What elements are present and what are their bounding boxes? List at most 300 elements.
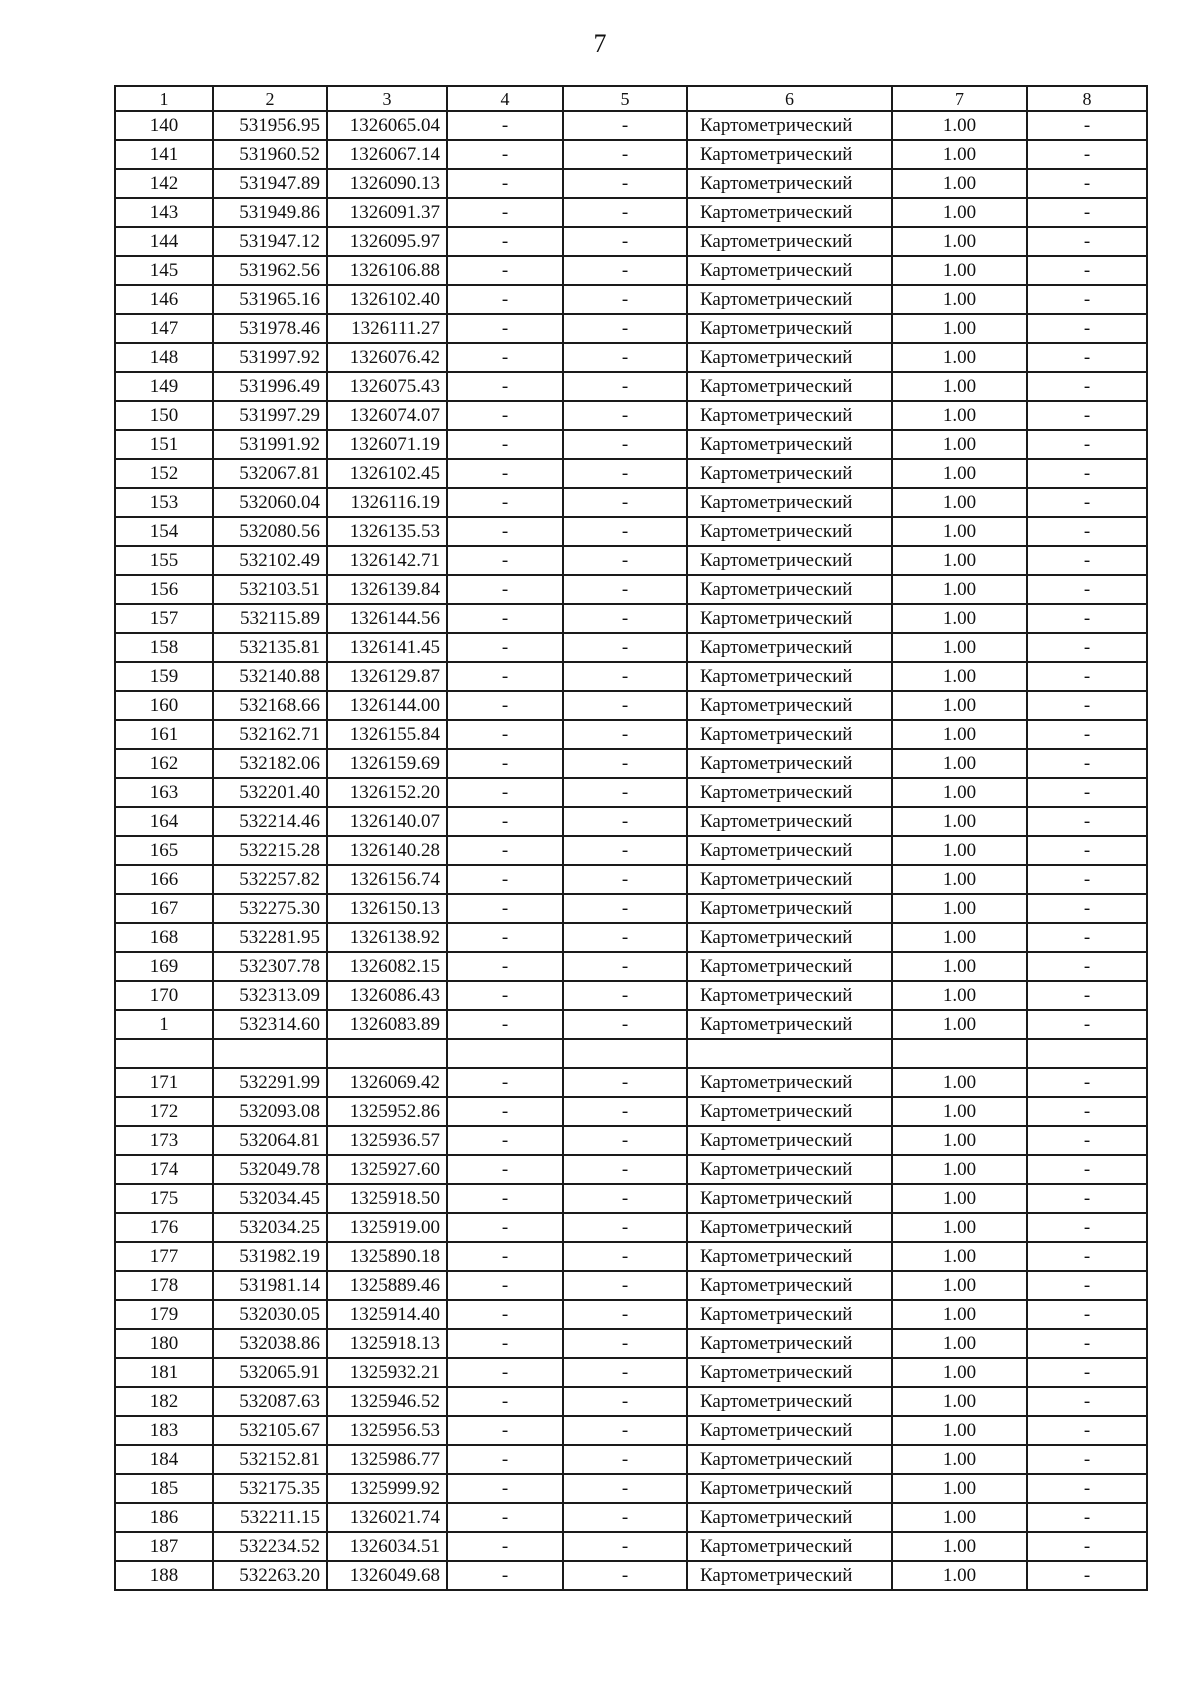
column-5-cell: -	[563, 372, 687, 401]
column-8-cell: -	[1027, 1184, 1147, 1213]
x-coordinate-cell: 532201.40	[213, 778, 327, 807]
point-number-cell: 186	[115, 1503, 213, 1532]
x-coordinate-cell: 532049.78	[213, 1155, 327, 1184]
column-8-cell: -	[1027, 836, 1147, 865]
y-coordinate-cell: 1326049.68	[327, 1561, 447, 1590]
x-coordinate-cell	[213, 1039, 327, 1068]
y-coordinate-cell: 1325952.86	[327, 1097, 447, 1126]
point-number-cell: 155	[115, 546, 213, 575]
x-coordinate-cell: 532067.81	[213, 459, 327, 488]
accuracy-cell: 1.00	[892, 1184, 1027, 1213]
method-cell: Картометрический	[687, 1474, 892, 1503]
column-4-cell: -	[447, 778, 563, 807]
x-coordinate-cell: 532093.08	[213, 1097, 327, 1126]
column-4-cell: -	[447, 1155, 563, 1184]
column-8-cell: -	[1027, 430, 1147, 459]
accuracy-cell: 1.00	[892, 111, 1027, 140]
column-5-cell: -	[563, 633, 687, 662]
table-header-row	[115, 86, 1147, 111]
column-header: 2	[213, 86, 327, 111]
method-cell: Картометрический	[687, 1358, 892, 1387]
x-coordinate-cell: 532214.46	[213, 807, 327, 836]
table-row	[115, 1561, 1147, 1590]
method-cell: Картометрический	[687, 1010, 892, 1039]
method-cell: Картометрический	[687, 401, 892, 430]
point-number-cell: 167	[115, 894, 213, 923]
column-8-cell: -	[1027, 720, 1147, 749]
column-4-cell	[447, 1039, 563, 1068]
method-cell: Картометрический	[687, 546, 892, 575]
x-coordinate-cell: 532030.05	[213, 1300, 327, 1329]
column-5-cell: -	[563, 517, 687, 546]
x-coordinate-cell: 532152.81	[213, 1445, 327, 1474]
y-coordinate-cell: 1326076.42	[327, 343, 447, 372]
column-5-cell: -	[563, 749, 687, 778]
method-cell: Картометрический	[687, 1387, 892, 1416]
accuracy-cell: 1.00	[892, 604, 1027, 633]
column-4-cell: -	[447, 517, 563, 546]
y-coordinate-cell	[327, 1039, 447, 1068]
column-5-cell: -	[563, 1213, 687, 1242]
method-cell	[687, 1039, 892, 1068]
x-coordinate-cell: 532314.60	[213, 1010, 327, 1039]
table-row	[115, 459, 1147, 488]
accuracy-cell: 1.00	[892, 1329, 1027, 1358]
column-4-cell: -	[447, 1213, 563, 1242]
column-header: 3	[327, 86, 447, 111]
table-row	[115, 1039, 1147, 1068]
accuracy-cell: 1.00	[892, 198, 1027, 227]
accuracy-cell: 1.00	[892, 923, 1027, 952]
column-5-cell: -	[563, 778, 687, 807]
method-cell: Картометрический	[687, 865, 892, 894]
method-cell: Картометрический	[687, 488, 892, 517]
column-4-cell: -	[447, 981, 563, 1010]
column-8-cell: -	[1027, 1155, 1147, 1184]
table-row	[115, 372, 1147, 401]
y-coordinate-cell: 1325936.57	[327, 1126, 447, 1155]
column-4-cell: -	[447, 1445, 563, 1474]
column-4-cell: -	[447, 256, 563, 285]
column-4-cell: -	[447, 1300, 563, 1329]
method-cell: Картометрический	[687, 952, 892, 981]
column-4-cell: -	[447, 111, 563, 140]
accuracy-cell: 1.00	[892, 372, 1027, 401]
point-number-cell: 187	[115, 1532, 213, 1561]
column-8-cell: -	[1027, 952, 1147, 981]
x-coordinate-cell: 532215.28	[213, 836, 327, 865]
x-coordinate-cell: 532234.52	[213, 1532, 327, 1561]
y-coordinate-cell: 1326071.19	[327, 430, 447, 459]
point-number-cell: 170	[115, 981, 213, 1010]
column-5-cell: -	[563, 894, 687, 923]
column-8-cell: -	[1027, 1097, 1147, 1126]
x-coordinate-cell: 532038.86	[213, 1329, 327, 1358]
table-row	[115, 604, 1147, 633]
y-coordinate-cell: 1326129.87	[327, 662, 447, 691]
y-coordinate-cell: 1326150.13	[327, 894, 447, 923]
table-row	[115, 1068, 1147, 1097]
method-cell: Картометрический	[687, 720, 892, 749]
x-coordinate-cell: 531981.14	[213, 1271, 327, 1300]
accuracy-cell: 1.00	[892, 807, 1027, 836]
column-8-cell: -	[1027, 1503, 1147, 1532]
point-number-cell: 157	[115, 604, 213, 633]
column-5-cell: -	[563, 691, 687, 720]
table-row	[115, 1155, 1147, 1184]
column-4-cell: -	[447, 1561, 563, 1590]
table-row	[115, 343, 1147, 372]
y-coordinate-cell: 1326140.07	[327, 807, 447, 836]
column-5-cell: -	[563, 1010, 687, 1039]
column-4-cell: -	[447, 807, 563, 836]
table-row	[115, 1387, 1147, 1416]
table-row	[115, 227, 1147, 256]
table-row	[115, 111, 1147, 140]
point-number-cell: 148	[115, 343, 213, 372]
column-8-cell: -	[1027, 691, 1147, 720]
x-coordinate-cell: 532060.04	[213, 488, 327, 517]
point-number-cell: 176	[115, 1213, 213, 1242]
column-8-cell: -	[1027, 1561, 1147, 1590]
y-coordinate-cell: 1325890.18	[327, 1242, 447, 1271]
column-4-cell: -	[447, 488, 563, 517]
column-8-cell: -	[1027, 981, 1147, 1010]
y-coordinate-cell: 1326065.04	[327, 111, 447, 140]
table-row	[115, 749, 1147, 778]
y-coordinate-cell: 1326083.89	[327, 1010, 447, 1039]
column-8-cell: -	[1027, 227, 1147, 256]
x-coordinate-cell: 531960.52	[213, 140, 327, 169]
column-5-cell: -	[563, 981, 687, 1010]
y-coordinate-cell: 1326144.56	[327, 604, 447, 633]
accuracy-cell: 1.00	[892, 1358, 1027, 1387]
y-coordinate-cell: 1326095.97	[327, 227, 447, 256]
method-cell: Картометрический	[687, 372, 892, 401]
column-4-cell: -	[447, 1416, 563, 1445]
x-coordinate-cell: 532140.88	[213, 662, 327, 691]
y-coordinate-cell: 1326155.84	[327, 720, 447, 749]
table-row	[115, 923, 1147, 952]
point-number-cell: 156	[115, 575, 213, 604]
column-5-cell: -	[563, 1271, 687, 1300]
accuracy-cell: 1.00	[892, 749, 1027, 778]
point-number-cell: 175	[115, 1184, 213, 1213]
point-number-cell: 154	[115, 517, 213, 546]
x-coordinate-cell: 532080.56	[213, 517, 327, 546]
x-coordinate-cell: 532135.81	[213, 633, 327, 662]
column-8-cell: -	[1027, 1358, 1147, 1387]
y-coordinate-cell: 1326086.43	[327, 981, 447, 1010]
accuracy-cell: 1.00	[892, 1300, 1027, 1329]
accuracy-cell: 1.00	[892, 1010, 1027, 1039]
column-4-cell: -	[447, 1126, 563, 1155]
column-5-cell: -	[563, 314, 687, 343]
column-4-cell: -	[447, 865, 563, 894]
column-5-cell: -	[563, 488, 687, 517]
table-row	[115, 720, 1147, 749]
y-coordinate-cell: 1326141.45	[327, 633, 447, 662]
column-8-cell: -	[1027, 198, 1147, 227]
column-4-cell: -	[447, 662, 563, 691]
y-coordinate-cell: 1326159.69	[327, 749, 447, 778]
method-cell: Картометрический	[687, 1503, 892, 1532]
x-coordinate-cell: 532307.78	[213, 952, 327, 981]
table-body	[115, 111, 1147, 1590]
column-8-cell: -	[1027, 1213, 1147, 1242]
column-8-cell: -	[1027, 1532, 1147, 1561]
accuracy-cell: 1.00	[892, 691, 1027, 720]
column-5-cell: -	[563, 1126, 687, 1155]
method-cell: Картометрический	[687, 894, 892, 923]
y-coordinate-cell: 1325999.92	[327, 1474, 447, 1503]
table-row	[115, 1329, 1147, 1358]
point-number-cell: 181	[115, 1358, 213, 1387]
column-4-cell: -	[447, 227, 563, 256]
table-row	[115, 1445, 1147, 1474]
point-number-cell: 174	[115, 1155, 213, 1184]
x-coordinate-cell: 532064.81	[213, 1126, 327, 1155]
y-coordinate-cell: 1325914.40	[327, 1300, 447, 1329]
column-5-cell: -	[563, 169, 687, 198]
column-4-cell: -	[447, 952, 563, 981]
point-number-cell: 172	[115, 1097, 213, 1126]
y-coordinate-cell: 1326152.20	[327, 778, 447, 807]
y-coordinate-cell: 1326067.14	[327, 140, 447, 169]
column-8-cell: -	[1027, 894, 1147, 923]
column-4-cell: -	[447, 1387, 563, 1416]
column-4-cell: -	[447, 894, 563, 923]
point-number-cell: 179	[115, 1300, 213, 1329]
x-coordinate-cell: 532263.20	[213, 1561, 327, 1590]
column-4-cell: -	[447, 343, 563, 372]
point-number-cell: 166	[115, 865, 213, 894]
x-coordinate-cell: 531949.86	[213, 198, 327, 227]
point-number-cell: 178	[115, 1271, 213, 1300]
column-8-cell: -	[1027, 314, 1147, 343]
x-coordinate-cell: 532103.51	[213, 575, 327, 604]
column-8-cell: -	[1027, 865, 1147, 894]
page-number: 7	[593, 29, 607, 58]
method-cell: Картометрический	[687, 1097, 892, 1126]
method-cell: Картометрический	[687, 923, 892, 952]
column-8-cell: -	[1027, 1271, 1147, 1300]
x-coordinate-cell: 532115.89	[213, 604, 327, 633]
x-coordinate-cell: 531965.16	[213, 285, 327, 314]
accuracy-cell: 1.00	[892, 720, 1027, 749]
y-coordinate-cell: 1326138.92	[327, 923, 447, 952]
point-number-cell: 188	[115, 1561, 213, 1590]
method-cell: Картометрический	[687, 1329, 892, 1358]
column-5-cell: -	[563, 1358, 687, 1387]
method-cell: Картометрический	[687, 778, 892, 807]
y-coordinate-cell: 1325918.50	[327, 1184, 447, 1213]
table-row	[115, 285, 1147, 314]
accuracy-cell: 1.00	[892, 1213, 1027, 1242]
method-cell: Картометрический	[687, 604, 892, 633]
column-5-cell: -	[563, 1329, 687, 1358]
accuracy-cell: 1.00	[892, 1474, 1027, 1503]
y-coordinate-cell: 1326069.42	[327, 1068, 447, 1097]
point-number-cell: 185	[115, 1474, 213, 1503]
y-coordinate-cell: 1326156.74	[327, 865, 447, 894]
x-coordinate-cell: 531947.12	[213, 227, 327, 256]
column-8-cell: -	[1027, 285, 1147, 314]
accuracy-cell: 1.00	[892, 836, 1027, 865]
column-4-cell: -	[447, 633, 563, 662]
column-header: 5	[563, 86, 687, 111]
column-5-cell: -	[563, 1416, 687, 1445]
y-coordinate-cell: 1326106.88	[327, 256, 447, 285]
column-4-cell: -	[447, 1358, 563, 1387]
x-coordinate-cell: 532281.95	[213, 923, 327, 952]
column-8-cell: -	[1027, 1416, 1147, 1445]
point-number-cell: 147	[115, 314, 213, 343]
method-cell: Картометрический	[687, 749, 892, 778]
table-row	[115, 1242, 1147, 1271]
y-coordinate-cell: 1325918.13	[327, 1329, 447, 1358]
method-cell: Картометрический	[687, 430, 892, 459]
column-5-cell: -	[563, 720, 687, 749]
x-coordinate-cell: 532257.82	[213, 865, 327, 894]
table-row	[115, 1474, 1147, 1503]
point-number-cell: 158	[115, 633, 213, 662]
column-4-cell: -	[447, 923, 563, 952]
column-5-cell: -	[563, 1561, 687, 1590]
point-number-cell	[115, 1039, 213, 1068]
column-header: 6	[687, 86, 892, 111]
x-coordinate-cell: 532105.67	[213, 1416, 327, 1445]
y-coordinate-cell: 1325986.77	[327, 1445, 447, 1474]
column-8-cell: -	[1027, 604, 1147, 633]
method-cell: Картометрический	[687, 662, 892, 691]
method-cell: Картометрический	[687, 314, 892, 343]
table-row	[115, 256, 1147, 285]
accuracy-cell: 1.00	[892, 1503, 1027, 1532]
table-row	[115, 894, 1147, 923]
accuracy-cell: 1.00	[892, 546, 1027, 575]
column-8-cell	[1027, 1039, 1147, 1068]
table-row	[115, 633, 1147, 662]
column-4-cell: -	[447, 720, 563, 749]
column-5-cell: -	[563, 1068, 687, 1097]
y-coordinate-cell: 1326091.37	[327, 198, 447, 227]
x-coordinate-cell: 532162.71	[213, 720, 327, 749]
column-4-cell: -	[447, 749, 563, 778]
column-5-cell: -	[563, 662, 687, 691]
column-4-cell: -	[447, 1271, 563, 1300]
table-row	[115, 140, 1147, 169]
accuracy-cell: 1.00	[892, 981, 1027, 1010]
point-number-cell: 140	[115, 111, 213, 140]
point-number-cell: 163	[115, 778, 213, 807]
column-8-cell: -	[1027, 575, 1147, 604]
accuracy-cell: 1.00	[892, 1561, 1027, 1590]
accuracy-cell: 1.00	[892, 343, 1027, 372]
point-number-cell: 161	[115, 720, 213, 749]
method-cell: Картометрический	[687, 140, 892, 169]
column-5-cell: -	[563, 1532, 687, 1561]
table-row	[115, 1300, 1147, 1329]
x-coordinate-cell: 532065.91	[213, 1358, 327, 1387]
y-coordinate-cell: 1326102.40	[327, 285, 447, 314]
method-cell: Картометрический	[687, 1126, 892, 1155]
point-number-cell: 142	[115, 169, 213, 198]
point-number-cell: 182	[115, 1387, 213, 1416]
accuracy-cell: 1.00	[892, 1097, 1027, 1126]
accuracy-cell: 1.00	[892, 227, 1027, 256]
column-5-cell: -	[563, 343, 687, 372]
accuracy-cell: 1.00	[892, 662, 1027, 691]
accuracy-cell: 1.00	[892, 1532, 1027, 1561]
table-row	[115, 691, 1147, 720]
y-coordinate-cell: 1325956.53	[327, 1416, 447, 1445]
x-coordinate-cell: 531996.49	[213, 372, 327, 401]
point-number-cell: 184	[115, 1445, 213, 1474]
x-coordinate-cell: 532175.35	[213, 1474, 327, 1503]
point-number-cell: 141	[115, 140, 213, 169]
x-coordinate-cell: 532087.63	[213, 1387, 327, 1416]
point-number-cell: 144	[115, 227, 213, 256]
column-5-cell: -	[563, 1474, 687, 1503]
accuracy-cell: 1.00	[892, 256, 1027, 285]
method-cell: Картометрический	[687, 1416, 892, 1445]
table-row	[115, 1358, 1147, 1387]
column-4-cell: -	[447, 1010, 563, 1039]
column-8-cell: -	[1027, 140, 1147, 169]
method-cell: Картометрический	[687, 227, 892, 256]
x-coordinate-cell: 531956.95	[213, 111, 327, 140]
column-5-cell: -	[563, 401, 687, 430]
method-cell: Картометрический	[687, 343, 892, 372]
column-8-cell: -	[1027, 546, 1147, 575]
column-5-cell: -	[563, 952, 687, 981]
method-cell: Картометрический	[687, 1271, 892, 1300]
table-row	[115, 517, 1147, 546]
column-5-cell: -	[563, 575, 687, 604]
column-5-cell: -	[563, 546, 687, 575]
column-8-cell: -	[1027, 1387, 1147, 1416]
x-coordinate-cell: 531982.19	[213, 1242, 327, 1271]
table-row	[115, 1416, 1147, 1445]
column-4-cell: -	[447, 372, 563, 401]
column-5-cell: -	[563, 140, 687, 169]
table-row	[115, 488, 1147, 517]
column-8-cell: -	[1027, 1329, 1147, 1358]
method-cell: Картометрический	[687, 1155, 892, 1184]
column-8-cell: -	[1027, 1068, 1147, 1097]
point-number-cell: 151	[115, 430, 213, 459]
x-coordinate-cell: 532182.06	[213, 749, 327, 778]
accuracy-cell: 1.00	[892, 430, 1027, 459]
y-coordinate-cell: 1326082.15	[327, 952, 447, 981]
column-8-cell: -	[1027, 633, 1147, 662]
point-number-cell: 183	[115, 1416, 213, 1445]
method-cell: Картометрический	[687, 1184, 892, 1213]
y-coordinate-cell: 1326116.19	[327, 488, 447, 517]
column-5-cell: -	[563, 285, 687, 314]
table-row	[115, 169, 1147, 198]
accuracy-cell: 1.00	[892, 778, 1027, 807]
column-5-cell: -	[563, 1242, 687, 1271]
table-row	[115, 981, 1147, 1010]
y-coordinate-cell: 1326021.74	[327, 1503, 447, 1532]
accuracy-cell: 1.00	[892, 517, 1027, 546]
accuracy-cell: 1.00	[892, 952, 1027, 981]
column-8-cell: -	[1027, 923, 1147, 952]
column-header: 1	[115, 86, 213, 111]
method-cell: Картометрический	[687, 1242, 892, 1271]
